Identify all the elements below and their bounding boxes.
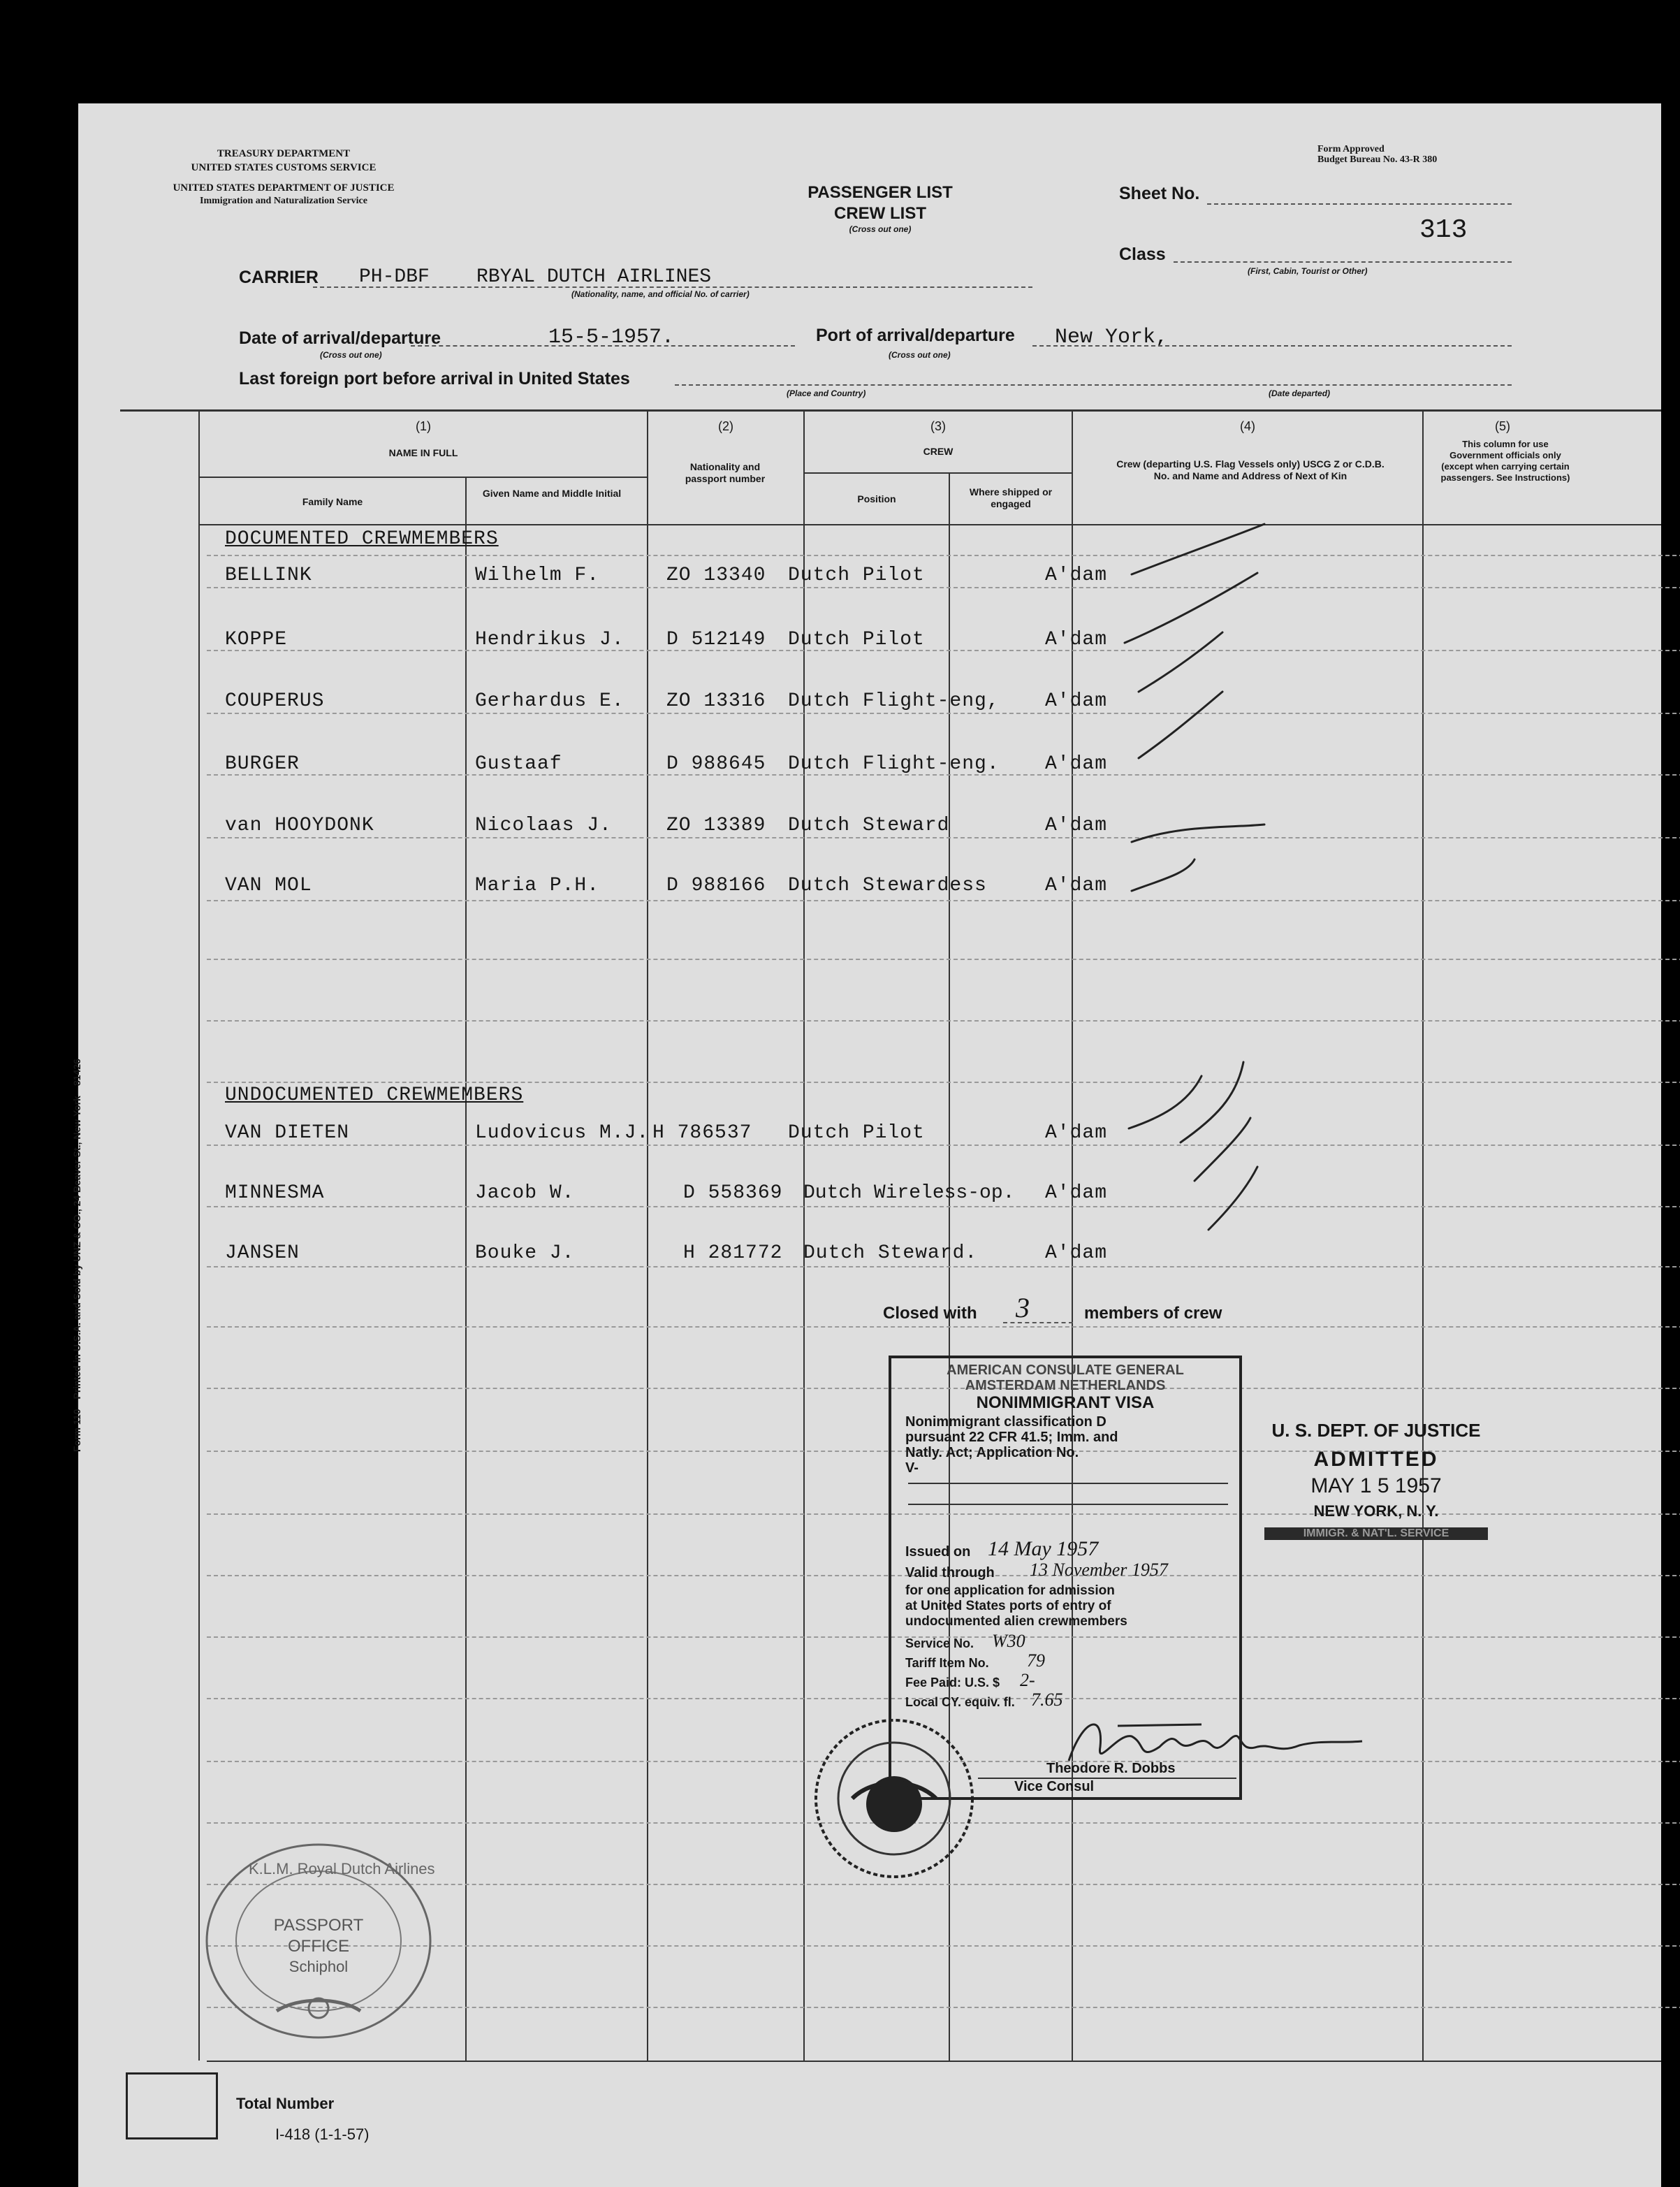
undocumented-heading: UNDOCUMENTED CREWMEMBERS	[225, 1084, 524, 1106]
class-label: Class	[1119, 245, 1166, 264]
doc-row-6-position: Dutch Stewardess	[788, 875, 987, 896]
agency-line-3: UNITED STATES DEPARTMENT OF JUSTICE	[173, 182, 395, 194]
closed-suffix: members of crew	[1084, 1304, 1222, 1323]
doc-row-2-engaged: A'dam	[1045, 629, 1108, 651]
visa-issued-value: 14 May 1957	[988, 1537, 1099, 1560]
undoc-row-3-family: JANSEN	[225, 1242, 300, 1264]
title-note: (Cross out one)	[849, 224, 912, 234]
col5-number: (5)	[1495, 419, 1510, 433]
visa-signer-title: Vice Consul	[1014, 1779, 1095, 1794]
visa-fee-value: 2-	[1020, 1670, 1035, 1690]
agency-line-4: Immigration and Naturalization Service	[200, 196, 367, 206]
date-arrival-label: Date of arrival/departure	[239, 328, 441, 348]
check-marks	[1076, 517, 1327, 1244]
visa-valid-value: 13 November 1957	[1030, 1560, 1168, 1580]
doc-row-6-given: Maria P.H.	[475, 875, 600, 896]
visa-local-label: Local CY. equiv. fl.	[905, 1695, 1015, 1709]
admitted-line-3: MAY 1 5 1957	[1310, 1474, 1442, 1497]
side-printer-text: Form 110—Printed in U.S.A. and Sold by UNZ & CO., 24 Beaver St., New York—81426	[71, 1059, 82, 1452]
col3-where-header: Where shipped or engaged	[969, 486, 1053, 509]
date-departed-note: (Date departed)	[1269, 388, 1331, 398]
date-arrival-value: 15-5-1957.	[548, 326, 675, 349]
budget-bureau: Budget Bureau No. 43-R 380	[1317, 154, 1438, 165]
last-port-label: Last foreign port before arrival in United States	[239, 369, 630, 388]
doc-row-5-passport: ZO 13389	[666, 815, 766, 836]
row-line	[207, 1082, 1680, 1083]
doc-row-5-position: Dutch Steward	[788, 815, 950, 836]
doc-row-3-position: Dutch Flight-eng,	[788, 690, 1000, 712]
klm-stamp-line-2: OFFICE	[288, 1937, 349, 1956]
sheet-line	[1207, 203, 1512, 205]
doc-row-3-given: Gerhardus E.	[475, 690, 624, 712]
row-line	[207, 1266, 1680, 1267]
doc-row-1-engaged: A'dam	[1045, 565, 1108, 586]
undoc-row-1-family: VAN DIETEN	[225, 1122, 350, 1144]
undoc-row-3-given: Bouke J.	[475, 1242, 575, 1264]
doc-row-2-given: Hendrikus J.	[475, 629, 624, 651]
total-number-label: Total Number	[236, 2095, 335, 2112]
visa-service-label: Service No.	[905, 1636, 974, 1650]
col2-number: (2)	[718, 419, 733, 433]
carrier-line	[313, 286, 1032, 288]
undoc-row-3-engaged: A'dam	[1045, 1242, 1108, 1264]
visa-stamp-line-4: Nonimmigrant classification D	[905, 1414, 1106, 1430]
visa-service-value: W30	[992, 1631, 1025, 1651]
row-line	[207, 959, 1680, 960]
visa-stamp-line-2: AMSTERDAM NETHERLANDS	[965, 1378, 1166, 1393]
undoc-row-1-passport: H 786537	[652, 1122, 752, 1144]
visa-issued-label: Issued on	[905, 1544, 971, 1560]
agency-line-1: TREASURY DEPARTMENT	[217, 148, 351, 159]
visa-stamp-line-6: Natly. Act; Application No.	[905, 1445, 1079, 1460]
col3-title: CREW	[923, 446, 954, 457]
col1-given-header: Given Name and Middle Initial	[482, 488, 622, 499]
table-top-rule	[120, 409, 1661, 412]
undoc-row-2-engaged: A'dam	[1045, 1182, 1108, 1204]
form-approved: Form Approved	[1317, 144, 1385, 154]
port-arrival-line	[1032, 345, 1512, 347]
sheet-label: Sheet No.	[1119, 184, 1200, 203]
closed-count-line	[1003, 1322, 1073, 1323]
visa-valid-label: Valid through	[905, 1565, 995, 1581]
doc-row-4-family: BURGER	[225, 753, 300, 775]
row-line	[207, 1145, 1680, 1146]
visa-signer: Theodore R. Dobbs	[1046, 1761, 1176, 1776]
date-arrival-line	[411, 345, 795, 347]
row-line	[207, 1326, 1680, 1328]
klm-stamp-ring: K.L.M. Royal Dutch Airlines	[249, 1860, 435, 1877]
visa-local-value: 7.65	[1031, 1690, 1063, 1710]
col2-title: Nationality and passport number	[685, 461, 766, 484]
closed-count: 3	[1016, 1292, 1030, 1323]
header-bottom-rule	[198, 524, 1661, 525]
class-line	[1174, 261, 1512, 263]
doc-row-6-family: VAN MOL	[225, 875, 312, 896]
col3-sub-rule	[803, 472, 1072, 474]
undoc-row-2-position: Dutch Wireless-op.	[803, 1182, 1015, 1204]
title-crew-list: CREW LIST	[834, 204, 926, 223]
doc-row-2-passport: D 512149	[666, 629, 766, 651]
col1-title: NAME IN FULL	[388, 447, 458, 458]
col5-title: This column for use Government officials only (except when carrying certain passengers. See Instructions)	[1440, 439, 1570, 483]
row-line	[207, 650, 1680, 651]
undoc-row-2-family: MINNESMA	[225, 1182, 325, 1204]
col1-sub-rule	[198, 477, 647, 478]
carrier-label: CARRIER	[239, 268, 319, 287]
doc-row-1-passport: ZO 13340	[666, 565, 766, 586]
col-divider-2-3	[803, 412, 805, 2061]
undoc-row-1-position: Dutch Pilot	[788, 1122, 925, 1144]
carrier-value: PH-DBF RBYAL DUTCH AIRLINES	[359, 266, 712, 288]
consular-seal	[810, 1715, 978, 1882]
undoc-row-3-position: Dutch Steward.	[803, 1242, 978, 1264]
visa-stamp-line-3: NONIMMIGRANT VISA	[976, 1393, 1155, 1412]
doc-row-5-given: Nicolaas J.	[475, 815, 612, 836]
undoc-row-1-engaged: A'dam	[1045, 1122, 1108, 1144]
visa-tariff-value: 79	[1027, 1650, 1045, 1671]
undoc-row-3-passport: H 281772	[683, 1242, 783, 1264]
row-line	[207, 837, 1680, 838]
doc-row-6-engaged: A'dam	[1045, 875, 1108, 896]
row-line	[207, 900, 1680, 901]
row-line	[207, 713, 1680, 714]
port-arrival-note: (Cross out one)	[889, 350, 951, 360]
title-passenger-list: PASSENGER LIST	[808, 183, 953, 202]
visa-stamp-line-1: AMERICAN CONSULATE GENERAL	[947, 1363, 1184, 1378]
table-bottom-rule	[207, 2061, 1661, 2062]
doc-row-2-position: Dutch Pilot	[788, 629, 925, 651]
date-arrival-note: (Cross out one)	[320, 350, 382, 360]
visa-stamp-line-7: V-	[905, 1460, 919, 1476]
row-line	[207, 1020, 1680, 1022]
form-number: I-418 (1-1-57)	[275, 2126, 370, 2143]
undoc-row-1-given: Ludovicus M.J.	[475, 1122, 650, 1144]
row-line	[207, 555, 1680, 556]
col-divider-1-2	[647, 412, 648, 2061]
row-line	[207, 1206, 1680, 1207]
admitted-line-1: U. S. DEPT. OF JUSTICE	[1271, 1420, 1481, 1441]
class-note: (First, Cabin, Tourist or Other)	[1248, 266, 1368, 276]
place-note: (Place and Country)	[787, 388, 866, 398]
closed-prefix: Closed with	[883, 1304, 977, 1323]
col1-number: (1)	[416, 419, 431, 433]
doc-row-1-given: Wilhelm F.	[475, 565, 600, 586]
doc-row-4-engaged: A'dam	[1045, 753, 1108, 775]
col4-number: (4)	[1240, 419, 1255, 433]
port-arrival-label: Port of arrival/departure	[816, 326, 1015, 345]
documented-heading: DOCUMENTED CREWMEMBERS	[225, 528, 499, 550]
row-line	[207, 587, 1680, 588]
admitted-line-4: NEW YORK, N. Y.	[1313, 1502, 1439, 1520]
doc-row-5-family: van HOOYDONK	[225, 815, 374, 836]
visa-stamp-rule-1	[908, 1483, 1228, 1484]
last-port-line	[675, 384, 1512, 386]
doc-row-1-family: BELLINK	[225, 565, 312, 586]
col3-position-header: Position	[857, 493, 896, 504]
klm-stamp-line-1: PASSPORT	[273, 1916, 364, 1935]
admitted-line-2: ADMITTED	[1313, 1448, 1439, 1471]
undoc-row-2-given: Jacob W.	[475, 1182, 575, 1204]
col-divider-3-4	[1072, 412, 1073, 2061]
visa-for-line-3: undocumented alien crewmembers	[905, 1614, 1127, 1629]
doc-row-1-position: Dutch Pilot	[788, 565, 925, 586]
visa-for-line-1: for one application for admission	[905, 1583, 1115, 1598]
doc-row-3-engaged: A'dam	[1045, 690, 1108, 712]
visa-for-line-2: at United States ports of entry of	[905, 1599, 1111, 1613]
consul-signature	[1062, 1705, 1369, 1775]
doc-row-4-passport: D 988645	[666, 753, 766, 775]
undoc-row-2-passport: D 558369	[683, 1182, 783, 1204]
total-number-box[interactable]	[126, 2072, 218, 2139]
carrier-note: (Nationality, name, and official No. of carrier)	[571, 289, 750, 299]
doc-row-3-passport: ZO 13316	[666, 690, 766, 712]
doc-row-4-position: Dutch Flight-eng.	[788, 753, 1000, 775]
table-left-border	[198, 412, 200, 2061]
visa-fee-label: Fee Paid: U.S. $	[905, 1676, 1000, 1690]
sheet-number: 313	[1419, 215, 1468, 245]
port-arrival-value: New York,	[1055, 326, 1169, 349]
admitted-line-5: IMMIGR. & NAT'L. SERVICE	[1264, 1527, 1488, 1540]
col3-number: (3)	[930, 419, 946, 433]
col-divider-4-5	[1422, 412, 1424, 2061]
doc-row-6-passport: D 988166	[666, 875, 766, 896]
visa-stamp-line-5: pursuant 22 CFR 41.5; Imm. and	[905, 1430, 1118, 1445]
col1-family-header: Family Name	[302, 496, 363, 507]
doc-row-5-engaged: A'dam	[1045, 815, 1108, 836]
doc-row-2-family: KOPPE	[225, 629, 288, 651]
klm-stamp-line-3: Schiphol	[288, 1958, 349, 1975]
agency-line-2: UNITED STATES CUSTOMS SERVICE	[191, 162, 377, 173]
doc-row-4-given: Gustaaf	[475, 753, 562, 775]
visa-stamp-rule-2	[908, 1504, 1228, 1505]
col4-title: Crew (departing U.S. Flag Vessels only) USCG Z or C.D.B. No. and Name and Address of Next of Kin	[1116, 458, 1385, 481]
doc-row-3-family: COUPERUS	[225, 690, 325, 712]
visa-tariff-label: Tariff Item No.	[905, 1656, 989, 1670]
